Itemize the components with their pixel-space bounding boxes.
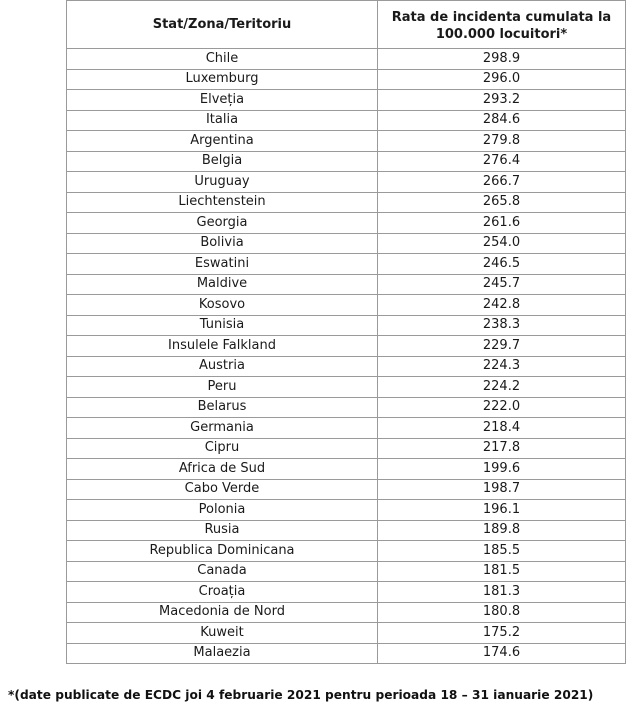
rate-cell: 217.8 bbox=[378, 438, 626, 459]
country-cell: Republica Dominicana bbox=[67, 541, 378, 562]
rate-cell: 246.5 bbox=[378, 254, 626, 275]
table-row bbox=[67, 623, 626, 644]
table-row bbox=[67, 500, 626, 521]
rate-cell: 174.6 bbox=[378, 643, 626, 664]
table-row bbox=[67, 541, 626, 562]
table-row bbox=[67, 110, 626, 131]
table-row bbox=[67, 418, 626, 439]
country-cell: Insulele Falkland bbox=[67, 336, 378, 357]
incidence-table bbox=[66, 0, 626, 664]
country-cell: Cipru bbox=[67, 438, 378, 459]
table-row bbox=[67, 459, 626, 480]
table-row bbox=[67, 69, 626, 90]
table-row bbox=[67, 90, 626, 111]
country-cell: Argentina bbox=[67, 131, 378, 152]
country-cell: Belarus bbox=[67, 397, 378, 418]
table-body bbox=[67, 49, 626, 664]
country-cell: Bolivia bbox=[67, 233, 378, 254]
country-cell: Cabo Verde bbox=[67, 479, 378, 500]
table-row bbox=[67, 254, 626, 275]
country-cell: Georgia bbox=[67, 213, 378, 234]
rate-cell: 242.8 bbox=[378, 295, 626, 316]
rate-cell: 293.2 bbox=[378, 90, 626, 111]
country-cell: Canada bbox=[67, 561, 378, 582]
country-cell: Tunisia bbox=[67, 315, 378, 336]
country-cell: Kosovo bbox=[67, 295, 378, 316]
rate-cell: 298.9 bbox=[378, 49, 626, 70]
rate-cell: 254.0 bbox=[378, 233, 626, 254]
table-row bbox=[67, 479, 626, 500]
country-cell: Uruguay bbox=[67, 172, 378, 193]
country-cell: Italia bbox=[67, 110, 378, 131]
table-row bbox=[67, 397, 626, 418]
country-cell: Macedonia de Nord bbox=[67, 602, 378, 623]
table-row bbox=[67, 295, 626, 316]
table-row bbox=[67, 213, 626, 234]
country-cell: Rusia bbox=[67, 520, 378, 541]
footnote: *(date publicate de ECDC joi 4 februarie 2021 pentru perioada 18 – 31 ianuarie 2021) bbox=[8, 688, 594, 702]
country-cell: Peru bbox=[67, 377, 378, 398]
table-row bbox=[67, 192, 626, 213]
rate-cell: 296.0 bbox=[378, 69, 626, 90]
table-row bbox=[67, 151, 626, 172]
table-row bbox=[67, 233, 626, 254]
country-cell: Eswatini bbox=[67, 254, 378, 275]
country-cell: Croația bbox=[67, 582, 378, 603]
table-row bbox=[67, 520, 626, 541]
rate-cell: 245.7 bbox=[378, 274, 626, 295]
country-cell: Africa de Sud bbox=[67, 459, 378, 480]
rate-cell: 266.7 bbox=[378, 172, 626, 193]
country-cell: Liechtenstein bbox=[67, 192, 378, 213]
rate-cell: 224.2 bbox=[378, 377, 626, 398]
rate-cell: 279.8 bbox=[378, 131, 626, 152]
table-row bbox=[67, 561, 626, 582]
table-row bbox=[67, 602, 626, 623]
country-cell: Germania bbox=[67, 418, 378, 439]
table-row bbox=[67, 315, 626, 336]
rate-cell: 265.8 bbox=[378, 192, 626, 213]
header-incidence-rate: Rata de incidenta cumulata la 100.000 locuitori* bbox=[378, 1, 626, 49]
header-country: Stat/Zona/Teritoriu bbox=[67, 1, 378, 49]
country-cell: Elveția bbox=[67, 90, 378, 111]
country-cell: Polonia bbox=[67, 500, 378, 521]
country-cell: Chile bbox=[67, 49, 378, 70]
table-row bbox=[67, 172, 626, 193]
table-row bbox=[67, 336, 626, 357]
rate-cell: 185.5 bbox=[378, 541, 626, 562]
rate-cell: 181.5 bbox=[378, 561, 626, 582]
rate-cell: 180.8 bbox=[378, 602, 626, 623]
rate-cell: 181.3 bbox=[378, 582, 626, 603]
rate-cell: 218.4 bbox=[378, 418, 626, 439]
rate-cell: 198.7 bbox=[378, 479, 626, 500]
country-cell: Austria bbox=[67, 356, 378, 377]
table-row bbox=[67, 131, 626, 152]
country-cell: Belgia bbox=[67, 151, 378, 172]
table-row bbox=[67, 582, 626, 603]
rate-cell: 222.0 bbox=[378, 397, 626, 418]
table-row bbox=[67, 643, 626, 664]
table-row bbox=[67, 49, 626, 70]
table-row bbox=[67, 377, 626, 398]
rate-cell: 175.2 bbox=[378, 623, 626, 644]
rate-cell: 199.6 bbox=[378, 459, 626, 480]
rate-cell: 229.7 bbox=[378, 336, 626, 357]
rate-cell: 189.8 bbox=[378, 520, 626, 541]
rate-cell: 196.1 bbox=[378, 500, 626, 521]
country-cell: Luxemburg bbox=[67, 69, 378, 90]
rate-cell: 284.6 bbox=[378, 110, 626, 131]
rate-cell: 276.4 bbox=[378, 151, 626, 172]
table-row bbox=[67, 356, 626, 377]
table-header-row bbox=[67, 1, 626, 49]
table-row bbox=[67, 274, 626, 295]
rate-cell: 261.6 bbox=[378, 213, 626, 234]
country-cell: Malaezia bbox=[67, 643, 378, 664]
country-cell: Maldive bbox=[67, 274, 378, 295]
country-cell: Kuweit bbox=[67, 623, 378, 644]
rate-cell: 238.3 bbox=[378, 315, 626, 336]
table-row bbox=[67, 438, 626, 459]
rate-cell: 224.3 bbox=[378, 356, 626, 377]
